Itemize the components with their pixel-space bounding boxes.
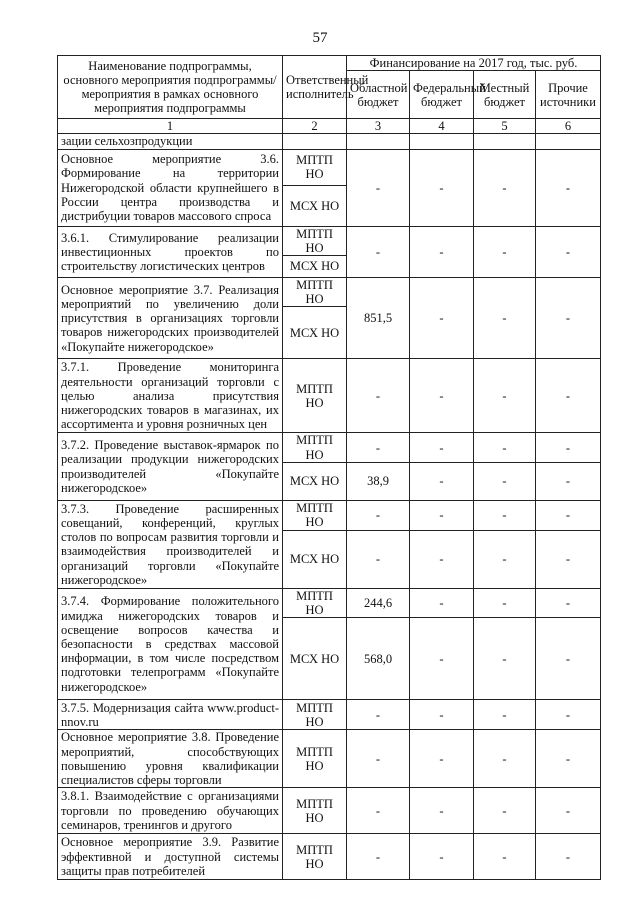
federal-budget-cell: -: [410, 359, 474, 433]
executor-cell: МПТП НО: [283, 788, 347, 834]
regional-budget-cell: 851,5: [347, 278, 410, 359]
regional-budget-cell: -: [347, 226, 410, 277]
column-number: 1: [58, 119, 283, 134]
other-sources-cell: -: [536, 530, 601, 588]
federal-budget-cell: -: [410, 433, 474, 462]
executor-cell: МПТП НО: [283, 834, 347, 880]
local-budget-cell: -: [474, 530, 536, 588]
local-budget-cell: -: [474, 226, 536, 277]
local-budget-cell: -: [474, 433, 536, 462]
other-sources-cell: -: [536, 618, 601, 700]
executor-cell: МПТП НО: [283, 433, 347, 462]
other-sources-cell: -: [536, 359, 601, 433]
local-budget-cell: -: [474, 462, 536, 500]
executor-cell: МСХ НО: [283, 185, 347, 226]
executor-cell: МСХ НО: [283, 530, 347, 588]
executor-cell: МСХ НО: [283, 256, 347, 278]
regional-budget-cell: -: [347, 433, 410, 462]
executor-cell: МСХ НО: [283, 618, 347, 700]
executor-cell: МПТП НО: [283, 149, 347, 185]
measure-3-7-3-name: 3.7.3. Проведение расширенных совещаний, конференций, круглых столов по вопросам развития торговли и взаимодействия производителей и организаций торговли «Покупайте нижегородское»: [58, 500, 283, 588]
other-sources-cell: -: [536, 462, 601, 500]
executor-cell: МПТП НО: [283, 500, 347, 530]
regional-budget-cell: -: [347, 359, 410, 433]
header-name: Наименование подпрограммы, основного мероприятия подпрограммы/мероприятия в рамках основного мероприятия подпрограммы: [58, 56, 283, 119]
header-financing: Финансирование на 2017 год, тыс. руб.: [347, 56, 601, 71]
federal-budget-cell: -: [410, 462, 474, 500]
local-budget-cell: -: [474, 618, 536, 700]
regional-budget-cell: -: [347, 788, 410, 834]
header-federal: Федеральный бюджет: [410, 71, 474, 119]
local-budget-cell: -: [474, 500, 536, 530]
continuation-text: зации сельхозпродукции: [58, 134, 283, 149]
measure-3-9-name: Основное мероприятие 3.9. Развитие эффективной и доступной системы защиты прав потребителей: [58, 834, 283, 880]
column-number: 6: [536, 119, 601, 134]
local-budget-cell: -: [474, 730, 536, 788]
federal-budget-cell: -: [410, 730, 474, 788]
federal-budget-cell: -: [410, 278, 474, 359]
header-other: Прочие источники: [536, 71, 601, 119]
page-number: 57: [312, 30, 328, 46]
federal-budget-cell: -: [410, 700, 474, 730]
measure-3-7-2-name: 3.7.2. Проведение выставок-ярмарок по реализации продукции нижегородских производителей «Покупайте нижегородское»: [58, 433, 283, 500]
other-sources-cell: -: [536, 226, 601, 277]
financing-table: [57, 55, 601, 880]
other-sources-cell: -: [536, 788, 601, 834]
local-budget-cell: -: [474, 788, 536, 834]
regional-budget-cell: -: [347, 500, 410, 530]
local-budget-cell: -: [474, 278, 536, 359]
executor-cell: МПТП НО: [283, 226, 347, 255]
other-sources-cell: -: [536, 834, 601, 880]
regional-budget-cell: -: [347, 149, 410, 226]
executor-cell: МПТП НО: [283, 588, 347, 617]
executor-cell: МПТП НО: [283, 730, 347, 788]
measure-3-7-4-name: 3.7.4. Формирование положительного имиджа нижегородских товаров и освещение вопросов качества и безопасности в средствах массовой информации, в том числе посредством подготовки телепрограмм «Покупайте нижегородское»: [58, 588, 283, 699]
regional-budget-cell: -: [347, 700, 410, 730]
regional-budget-cell: -: [347, 834, 410, 880]
federal-budget-cell: -: [410, 834, 474, 880]
measure-3-7-1-name: 3.7.1. Проведение мониторинга деятельности организаций торговли с целью анализа присутствия нижегородских товаров в магазинах, их ассортимента и уровня розничных цен: [58, 359, 283, 433]
header-regional: Областной бюджет: [347, 71, 410, 119]
other-sources-cell: -: [536, 149, 601, 226]
executor-cell: МПТП НО: [283, 359, 347, 433]
column-number: 5: [474, 119, 536, 134]
regional-budget-cell: -: [347, 530, 410, 588]
measure-3-6-name: Основное мероприятие 3.6. Формирование на территории Нижегородской области крупнейшего в России центра производства и дистрибуции товаров массового спроса: [58, 149, 283, 226]
column-number: 3: [347, 119, 410, 134]
federal-budget-cell: -: [410, 618, 474, 700]
local-budget-cell: -: [474, 588, 536, 617]
header-local: Местный бюджет: [474, 71, 536, 119]
other-sources-cell: -: [536, 278, 601, 359]
federal-budget-cell: -: [410, 588, 474, 617]
measure-3-7-name: Основное мероприятие 3.7. Реализация мероприятий по увеличению доли присутствия в организациях торговли товаров нижегородских производителей «Покупайте нижегородское»: [58, 278, 283, 359]
regional-budget-cell: 568,0: [347, 618, 410, 700]
measure-3-7-5-name: 3.7.5. Модернизация сайта www.product-nnov.ru: [58, 700, 283, 730]
measure-3-8-1-name: 3.8.1. Взаимодействие с организациями торговли по проведению обучающих семинаров, тренингов и другого: [58, 788, 283, 834]
executor-cell: МСХ НО: [283, 307, 347, 359]
executor-cell: МПТП НО: [283, 700, 347, 730]
column-number: 4: [410, 119, 474, 134]
federal-budget-cell: -: [410, 788, 474, 834]
other-sources-cell: -: [536, 730, 601, 788]
local-budget-cell: -: [474, 834, 536, 880]
regional-budget-cell: 244,6: [347, 588, 410, 617]
local-budget-cell: -: [474, 149, 536, 226]
regional-budget-cell: -: [347, 730, 410, 788]
federal-budget-cell: -: [410, 226, 474, 277]
local-budget-cell: -: [474, 700, 536, 730]
measure-3-6-1-name: 3.6.1. Стимулирование реализации инвестиционных проектов по строительству логистических центров: [58, 226, 283, 277]
regional-budget-cell: 38,9: [347, 462, 410, 500]
executor-cell: МПТП НО: [283, 278, 347, 307]
header-executor: Ответственный исполнитель: [283, 56, 347, 119]
column-number: 2: [283, 119, 347, 134]
federal-budget-cell: -: [410, 500, 474, 530]
federal-budget-cell: -: [410, 149, 474, 226]
measure-3-8-name: Основное мероприятие 3.8. Проведение мероприятий, способствующих повышению уровня квалификации специалистов сферы торговли: [58, 730, 283, 788]
other-sources-cell: -: [536, 700, 601, 730]
federal-budget-cell: -: [410, 530, 474, 588]
other-sources-cell: -: [536, 500, 601, 530]
other-sources-cell: -: [536, 588, 601, 617]
local-budget-cell: -: [474, 359, 536, 433]
other-sources-cell: -: [536, 433, 601, 462]
executor-cell: МСХ НО: [283, 462, 347, 500]
